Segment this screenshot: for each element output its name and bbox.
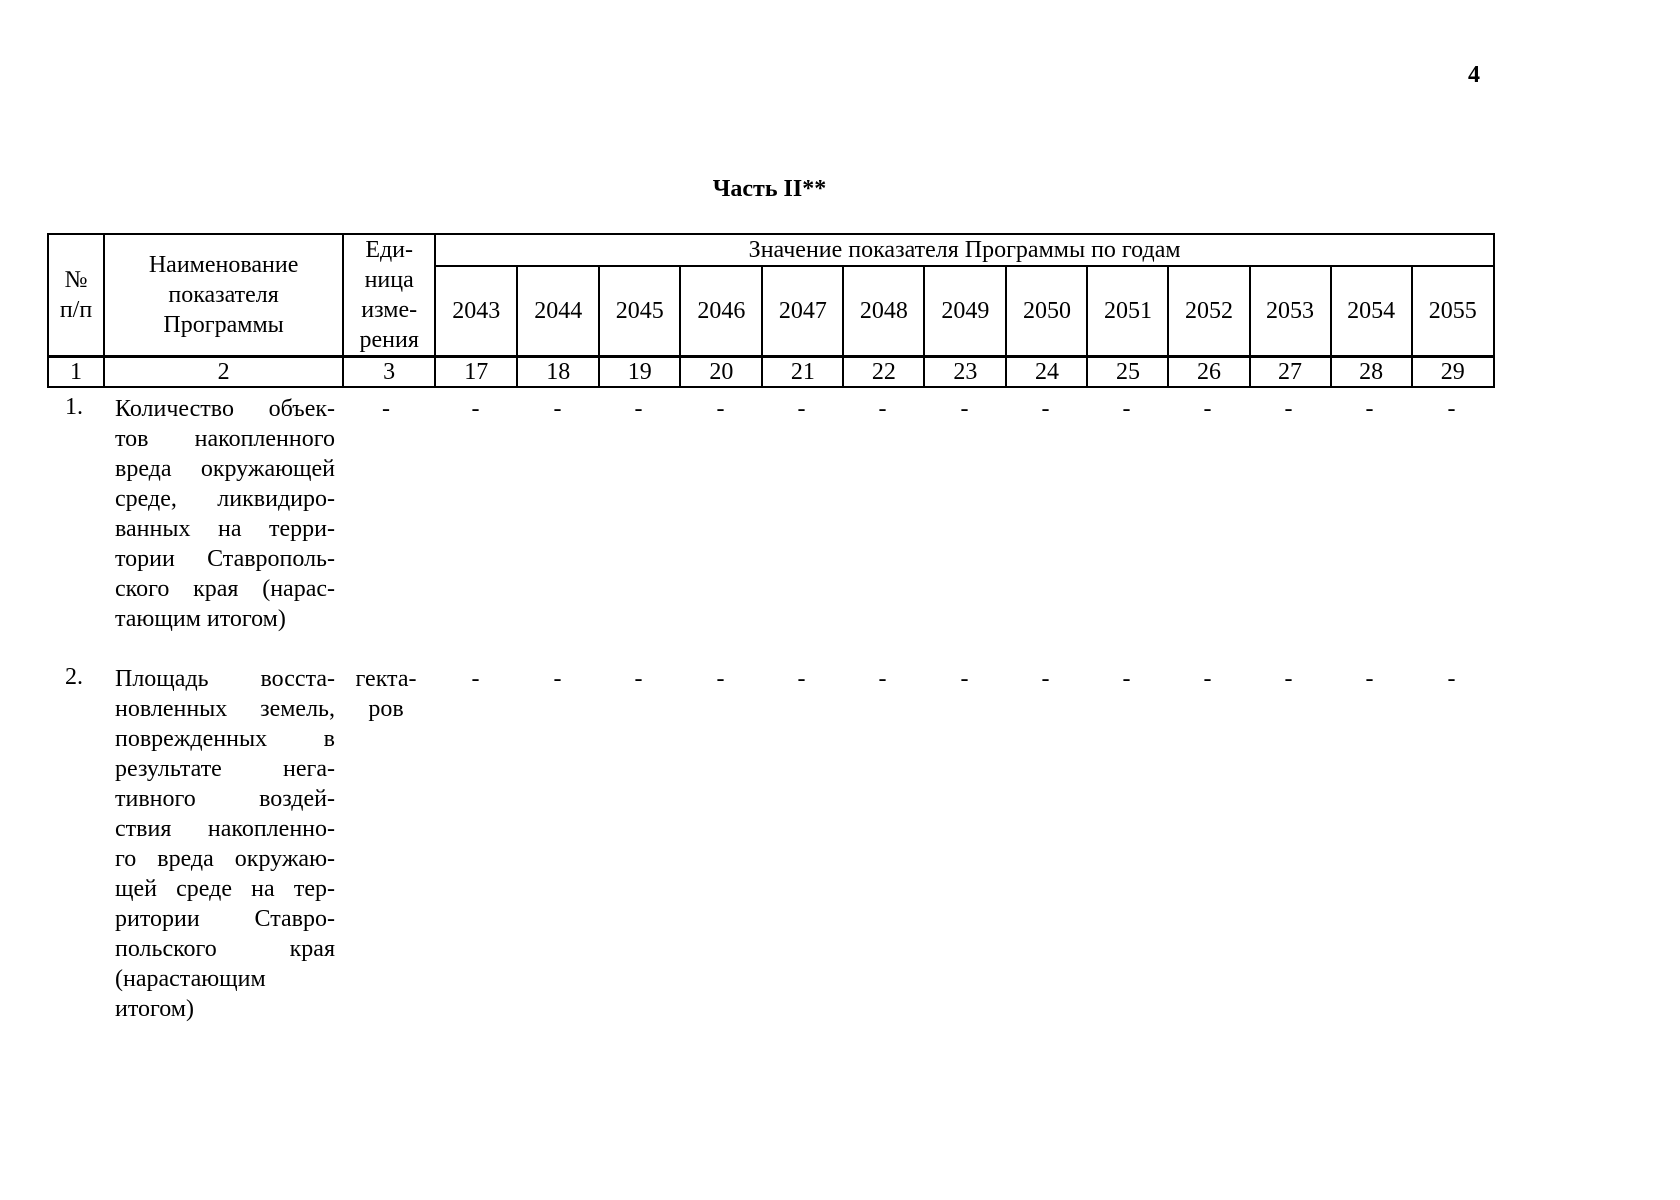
year-value: - (1365, 666, 1374, 692)
column-number: 1 (48, 357, 104, 388)
year-value: - (553, 396, 562, 422)
name-label-line: Наименование (148, 252, 299, 278)
year-value: - (960, 666, 969, 692)
year-value: - (1203, 666, 1212, 692)
part-title-text: Часть II** (712, 176, 827, 202)
indicator-name-line: поврежденных в (115, 726, 335, 752)
unit-value: - (382, 396, 390, 422)
year-header: 2051 (1087, 266, 1168, 357)
year-value: - (878, 396, 887, 422)
column-number: 20 (680, 357, 762, 388)
year-value: - (634, 666, 643, 692)
year-value: - (1284, 666, 1293, 692)
name-label-line: Программы (163, 312, 284, 338)
indicator-name-line: Площадь восста- (115, 666, 335, 692)
indicator-name-line: польского края (115, 936, 335, 962)
number-label: п/п (59, 297, 93, 323)
year-header: 2046 (680, 266, 762, 357)
indicator-name-line: тов накопленного (115, 426, 335, 452)
year-value: - (797, 666, 806, 692)
year-value: - (1284, 396, 1293, 422)
col-header-number (48, 234, 104, 357)
year-header: 2048 (843, 266, 924, 357)
indicator-name-line: ствия накопленно- (115, 816, 335, 842)
indicator-name (115, 664, 335, 1024)
indicator-name-line: щей среде на тер- (115, 876, 335, 902)
column-number: 26 (1168, 357, 1249, 388)
column-number: 17 (435, 357, 517, 388)
indicator-name-line: итогом) (115, 996, 194, 1022)
page-number: 4 (1468, 62, 1480, 88)
year-value: - (471, 396, 480, 422)
indicator-name-line: вреда окружающей (115, 456, 335, 482)
year-value: - (878, 666, 887, 692)
indicator-name-line: ского края (нарас- (115, 576, 335, 602)
indicator-name-line: новленных земель, (115, 696, 335, 722)
row-index: 1. (65, 394, 83, 420)
indicator-name-line: (нарастающим (115, 966, 266, 992)
part-title (0, 176, 1549, 203)
indicator-name (115, 394, 335, 634)
unit-value-line: ров (368, 696, 404, 722)
indicator-name-line: ритории Ставро- (115, 906, 335, 932)
row-index: 2. (65, 664, 83, 690)
year-value: - (634, 396, 643, 422)
year-header: 2045 (599, 266, 680, 357)
column-number: 29 (1412, 357, 1494, 388)
unit-label-line: изме- (361, 297, 418, 323)
column-number: 19 (599, 357, 680, 388)
year-header: 2053 (1250, 266, 1331, 357)
year-header: 2055 (1412, 266, 1494, 357)
year-value: - (1122, 666, 1131, 692)
col-header-name (104, 234, 343, 357)
indicator-name-line: го вреда окружаю- (115, 846, 335, 872)
year-value: - (471, 666, 480, 692)
year-header: 2049 (924, 266, 1006, 357)
unit-label-line: Еди- (365, 237, 414, 263)
unit-label-line: ница (364, 267, 414, 293)
column-number: 23 (924, 357, 1006, 388)
column-number: 25 (1087, 357, 1168, 388)
year-header: 2047 (762, 266, 843, 357)
indicator-table-header (47, 233, 1495, 388)
column-number: 28 (1331, 357, 1412, 388)
indicator-name-line: Количество объек- (115, 396, 335, 422)
indicator-name-line: среде, ликвидиро- (115, 486, 335, 512)
year-value: - (960, 396, 969, 422)
year-value: - (716, 396, 725, 422)
year-value: - (1447, 666, 1456, 692)
column-number: 3 (343, 357, 435, 388)
year-value: - (1041, 396, 1050, 422)
indicator-name-line: ванных на терри- (115, 516, 335, 542)
year-value: - (1365, 396, 1374, 422)
column-number: 27 (1250, 357, 1331, 388)
column-number: 21 (762, 357, 843, 388)
unit-value (343, 664, 429, 724)
year-value: - (1041, 666, 1050, 692)
number-sign: № (64, 267, 88, 293)
year-header: 2044 (517, 266, 599, 357)
indicator-name-line: результате нега- (115, 756, 335, 782)
column-number: 18 (517, 357, 599, 388)
year-value: - (553, 666, 562, 692)
indicator-name-line: тающим итогом) (115, 606, 286, 632)
year-value: - (1447, 396, 1456, 422)
unit-value-line: гекта- (355, 666, 417, 692)
year-header: 2050 (1006, 266, 1087, 357)
year-header: 2054 (1331, 266, 1412, 357)
year-value: - (1203, 396, 1212, 422)
name-label-line: показателя (168, 282, 279, 308)
col-header-unit (343, 234, 435, 357)
year-value: - (716, 666, 725, 692)
column-number: 24 (1006, 357, 1087, 388)
unit-label-line: рения (359, 327, 419, 353)
indicator-name-line: тивного воздей- (115, 786, 335, 812)
year-value: - (797, 396, 806, 422)
year-header: 2052 (1168, 266, 1249, 357)
year-value: - (1122, 396, 1131, 422)
years-group-header: Значение показателя Программы по годам (435, 234, 1494, 266)
column-number: 2 (104, 357, 343, 388)
year-header: 2043 (435, 266, 517, 357)
column-number: 22 (843, 357, 924, 388)
indicator-name-line: тории Ставрополь- (115, 546, 335, 572)
